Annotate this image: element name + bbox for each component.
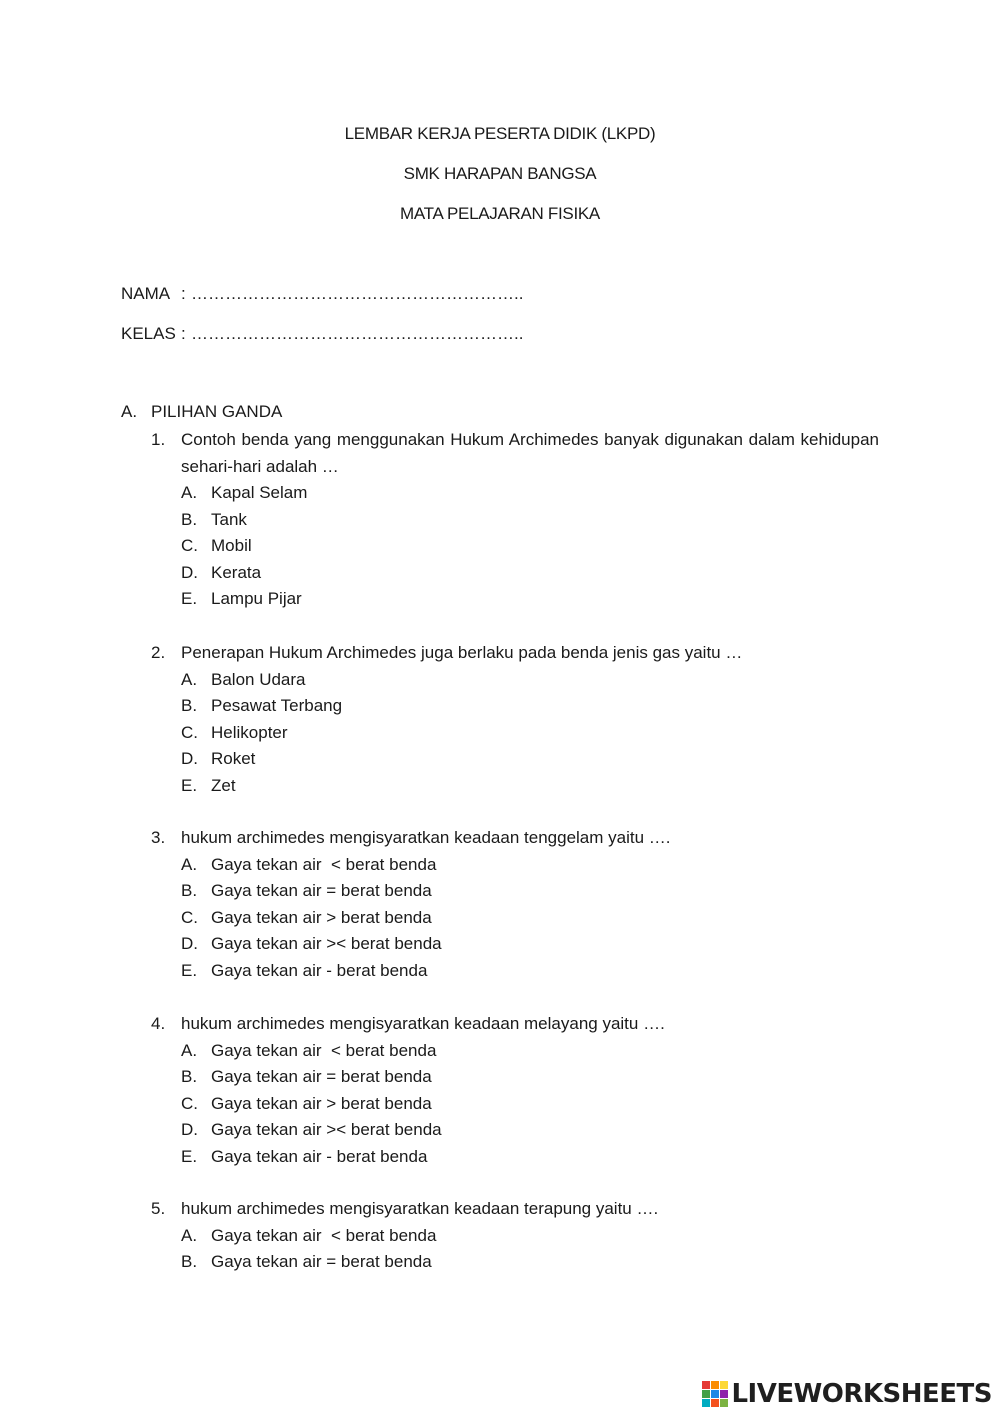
option-d[interactable] (181, 931, 879, 958)
class-separator: : (181, 324, 186, 343)
option-text: Lampu Pijar (211, 589, 302, 609)
option-text: Gaya tekan air = berat benda (211, 881, 432, 901)
worksheet-title: LEMBAR KERJA PESERTA DIDIK (LKPD) (344, 124, 656, 143)
liveworksheets-grid-icon (702, 1381, 728, 1407)
grid-cell (720, 1381, 728, 1389)
option-letter: A. (181, 854, 198, 874)
class-blank[interactable]: ………………………………………………….. (191, 324, 524, 343)
option-letter: B. (181, 881, 198, 901)
option-letter: B. (181, 1067, 198, 1087)
option-e[interactable] (181, 773, 879, 800)
option-letter: A. (181, 1225, 198, 1245)
option-letter: A. (181, 669, 198, 689)
option-letter: E. (181, 589, 198, 609)
option-letter: C. (181, 1093, 198, 1113)
option-letter: C. (181, 907, 198, 927)
option-a[interactable] (181, 1038, 879, 1065)
option-letter: D. (181, 749, 198, 769)
option-text: Gaya tekan air = berat benda (211, 1252, 432, 1272)
grid-cell (720, 1390, 728, 1398)
option-c[interactable] (181, 905, 879, 932)
option-d[interactable] (181, 560, 879, 587)
option-b[interactable] (181, 693, 879, 720)
question-number: 2. (151, 643, 166, 662)
option-text: Mobil (211, 536, 252, 556)
option-letter: D. (181, 1120, 198, 1140)
section-title: PILIHAN GANDA (151, 402, 283, 421)
option-text: Helikopter (211, 722, 288, 742)
option-d[interactable] (181, 746, 879, 773)
option-a[interactable] (181, 480, 879, 507)
option-letter: D. (181, 934, 198, 954)
question-number: 1. (151, 430, 166, 449)
name-field[interactable] (121, 284, 523, 304)
option-letter: C. (181, 722, 198, 742)
grid-cell (711, 1381, 719, 1389)
question-text: hukum archimedes mengisyaratkan keadaan melayang yaitu …. (181, 1014, 665, 1033)
option-c[interactable] (181, 1091, 879, 1118)
question-number: 3. (151, 828, 166, 847)
option-letter: E. (181, 960, 198, 980)
question-5 (151, 1196, 879, 1276)
option-text: Pesawat Terbang (211, 696, 343, 716)
option-text: Gaya tekan air < berat benda (211, 1040, 437, 1060)
option-b[interactable] (181, 878, 879, 905)
section-heading (121, 402, 282, 422)
option-e[interactable] (181, 586, 879, 613)
option-text: Gaya tekan air >< berat benda (211, 1120, 442, 1140)
option-a[interactable] (181, 1223, 879, 1250)
option-e[interactable] (181, 1144, 879, 1171)
option-text: Gaya tekan air < berat benda (211, 854, 437, 874)
option-b[interactable] (181, 507, 879, 534)
question-number: 4. (151, 1014, 166, 1033)
option-a[interactable] (181, 667, 879, 694)
liveworksheets-logo (702, 1377, 992, 1411)
option-text: Roket (211, 749, 256, 769)
option-text: Gaya tekan air < berat benda (211, 1225, 437, 1245)
option-a[interactable] (181, 852, 879, 879)
option-letter: C. (181, 536, 198, 556)
question-text: hukum archimedes mengisyaratkan keadaan tenggelam yaitu …. (181, 828, 671, 847)
option-letter: D. (181, 562, 198, 582)
question-number: 5. (151, 1199, 166, 1218)
option-letter: E. (181, 775, 198, 795)
option-text: Kapal Selam (211, 483, 308, 502)
option-text: Gaya tekan air - berat benda (211, 1146, 428, 1166)
option-text: Gaya tekan air > berat benda (211, 1093, 432, 1113)
section-letter: A. (121, 402, 138, 421)
option-letter: B. (181, 696, 198, 716)
name-label: NAMA (121, 284, 171, 303)
option-text: Tank (211, 509, 247, 529)
question-2 (151, 640, 879, 799)
option-b[interactable] (181, 1064, 879, 1091)
grid-cell (702, 1390, 710, 1398)
option-letter: A. (181, 483, 198, 502)
grid-cell (702, 1399, 710, 1407)
option-letter: B. (181, 509, 198, 529)
question-text: hukum archimedes mengisyaratkan keadaan terapung yaitu …. (181, 1199, 659, 1218)
option-letter: B. (181, 1252, 198, 1272)
option-letter: A. (181, 1040, 198, 1060)
option-text: Kerata (211, 562, 262, 582)
grid-cell (711, 1390, 719, 1398)
class-label: KELAS (121, 324, 176, 343)
name-blank[interactable]: ………………………………………………….. (191, 284, 524, 303)
option-text: Zet (211, 775, 236, 795)
option-c[interactable] (181, 533, 879, 560)
question-4 (151, 1011, 879, 1170)
question-3 (151, 825, 879, 984)
name-separator: : (181, 284, 186, 303)
option-c[interactable] (181, 720, 879, 747)
question-1 (151, 427, 879, 613)
option-text: Gaya tekan air = berat benda (211, 1067, 432, 1087)
brand-wordmark: LIVEWORKSHEETS (731, 1379, 992, 1409)
option-text: Balon Udara (211, 669, 306, 689)
grid-cell (711, 1399, 719, 1407)
grid-cell (720, 1399, 728, 1407)
school-name: SMK HARAPAN BANGSA (403, 164, 597, 183)
option-b[interactable] (181, 1249, 879, 1276)
option-e[interactable] (181, 958, 879, 985)
question-text: Contoh benda yang menggunakan Hukum Archimedes banyak digunakan dalam kehidupan sehari-hari adalah … (181, 430, 879, 476)
option-text: Gaya tekan air >< berat benda (211, 934, 442, 954)
option-d[interactable] (181, 1117, 879, 1144)
grid-cell (702, 1381, 710, 1389)
subject-name: MATA PELAJARAN FISIKA (400, 204, 600, 223)
option-text: Gaya tekan air - berat benda (211, 960, 428, 980)
question-text: Penerapan Hukum Archimedes juga berlaku pada benda jenis gas yaitu … (181, 643, 743, 662)
option-letter: E. (181, 1146, 198, 1166)
option-text: Gaya tekan air > berat benda (211, 907, 432, 927)
class-field[interactable] (121, 324, 523, 344)
